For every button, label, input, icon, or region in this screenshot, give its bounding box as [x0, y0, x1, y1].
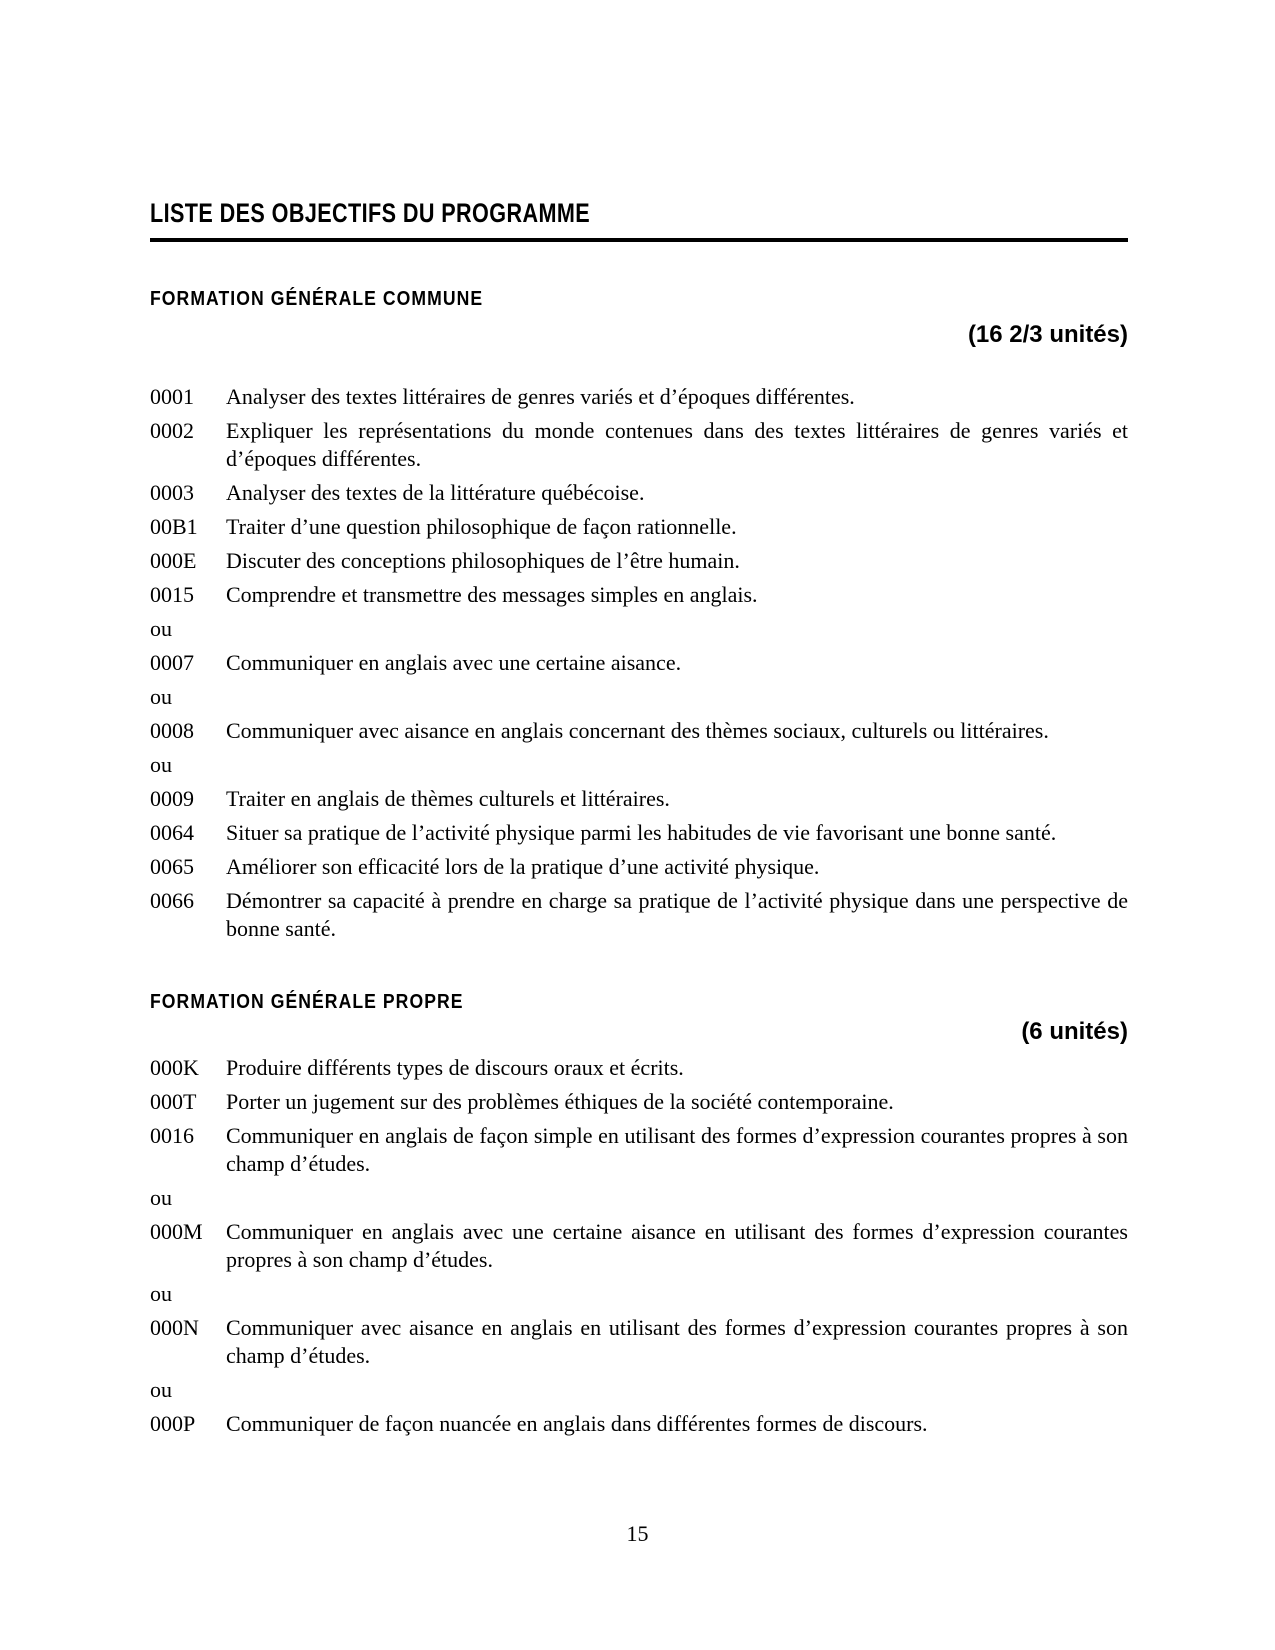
section — [150, 288, 1128, 943]
objective-text: Démontrer sa capacité à prendre en charge sa pratique de l’activité physique dans une perspective de bonne santé. — [226, 888, 1128, 941]
or-connector-row — [150, 751, 1128, 779]
objective-text: Produire différents types de discours oraux et écrits. — [226, 1055, 684, 1080]
objective-text: Communiquer en anglais avec une certaine aisance. — [226, 650, 682, 675]
objective-row — [150, 1122, 1128, 1178]
objective-row — [150, 513, 1128, 541]
or-connector-label: ou — [150, 1185, 172, 1210]
objective-text: Analyser des textes littéraires de genres variés et d’époques différentes. — [226, 384, 855, 409]
or-connector-label: ou — [150, 752, 172, 777]
section-units: (16 2/3 unités) — [967, 321, 1128, 348]
objective-text: Discuter des conceptions philosophiques de l’être humain. — [226, 548, 740, 573]
or-connector-label: ou — [150, 1281, 172, 1306]
or-connector-row — [150, 1376, 1128, 1404]
page-content — [150, 198, 1128, 1444]
objective-row — [150, 1054, 1128, 1082]
objective-row — [150, 581, 1128, 609]
objective-row — [150, 479, 1128, 507]
objective-row — [150, 649, 1128, 677]
or-connector-row — [150, 615, 1128, 643]
objective-row — [150, 1314, 1128, 1370]
page-number: 15 — [626, 1521, 649, 1546]
objective-code: 0065 — [150, 854, 194, 879]
objective-row — [150, 383, 1128, 411]
objective-code: 000T — [150, 1089, 197, 1114]
objective-row — [150, 819, 1128, 847]
section-heading: FORMATION GÉNÉRALE PROPRE — [150, 991, 464, 1013]
objective-row — [150, 1088, 1128, 1116]
objective-text: Expliquer les représentations du monde contenues dans des textes littéraires de genres variés et d’époques différentes. — [226, 418, 1128, 471]
objective-code: 0015 — [150, 582, 194, 607]
objective-row — [150, 853, 1128, 881]
page-title: LISTE DES OBJECTIFS DU PROGRAMME — [150, 198, 591, 228]
objective-text: Porter un jugement sur des problèmes éthiques de la société contemporaine. — [226, 1089, 894, 1114]
objective-text: Communiquer de façon nuancée en anglais dans différentes formes de discours. — [226, 1411, 928, 1436]
objective-text: Communiquer avec aisance en anglais en utilisant des formes d’expression courantes propres à son champ d’études. — [226, 1315, 1128, 1368]
objective-text: Comprendre et transmettre des messages simples en anglais. — [226, 582, 758, 607]
objective-row — [150, 1218, 1128, 1274]
objective-code: 000E — [150, 548, 197, 573]
objective-text: Analyser des textes de la littérature québécoise. — [226, 480, 645, 505]
or-connector-row — [150, 1184, 1128, 1212]
objective-code: 000N — [150, 1315, 199, 1340]
or-connector-label: ou — [150, 1377, 172, 1402]
objective-row — [150, 1410, 1128, 1438]
objective-code: 00B1 — [150, 514, 198, 539]
objective-text: Communiquer en anglais avec une certaine aisance en utilisant des formes d’expression courantes propres à son champ d’études. — [226, 1219, 1128, 1272]
objective-code: 0009 — [150, 786, 194, 811]
title-rule — [150, 238, 1128, 242]
objective-row — [150, 785, 1128, 813]
objective-code: 0064 — [150, 820, 194, 845]
objective-row — [150, 417, 1128, 473]
objective-text: Traiter en anglais de thèmes culturels et littéraires. — [226, 786, 670, 811]
objective-text: Traiter d’une question philosophique de façon rationnelle. — [226, 514, 737, 539]
sections-container — [150, 288, 1128, 1438]
objective-code: 0003 — [150, 480, 194, 505]
objective-row — [150, 887, 1128, 943]
objectives-list — [150, 383, 1128, 943]
objective-text: Situer sa pratique de l’activité physique parmi les habitudes de vie favorisant une bonne santé. — [226, 820, 1057, 845]
objective-code: 0007 — [150, 650, 194, 675]
objective-row — [150, 717, 1128, 745]
objective-code: 0016 — [150, 1123, 194, 1148]
objective-code: 000P — [150, 1411, 196, 1436]
document-header — [150, 198, 1128, 242]
objective-text: Communiquer avec aisance en anglais concernant des thèmes sociaux, culturels ou littéraires. — [226, 718, 1049, 743]
or-connector-label: ou — [150, 684, 172, 709]
objective-text: Améliorer son efficacité lors de la pratique d’une activité physique. — [226, 854, 820, 879]
section-heading: FORMATION GÉNÉRALE COMMUNE — [150, 288, 484, 310]
or-connector-row — [150, 1280, 1128, 1308]
objective-row — [150, 547, 1128, 575]
section — [150, 991, 1128, 1438]
objective-code: 000M — [150, 1219, 203, 1244]
objectives-list — [150, 1054, 1128, 1438]
objective-code: 0001 — [150, 384, 194, 409]
or-connector-label: ou — [150, 616, 172, 641]
objective-text: Communiquer en anglais de façon simple en utilisant des formes d’expression courantes propres à son champ d’études. — [226, 1123, 1128, 1176]
objective-code: 0002 — [150, 418, 194, 443]
or-connector-row — [150, 683, 1128, 711]
section-units: (6 unités) — [1021, 1018, 1128, 1045]
objective-code: 0008 — [150, 718, 194, 743]
objective-code: 000K — [150, 1055, 199, 1080]
objective-code: 0066 — [150, 888, 194, 913]
